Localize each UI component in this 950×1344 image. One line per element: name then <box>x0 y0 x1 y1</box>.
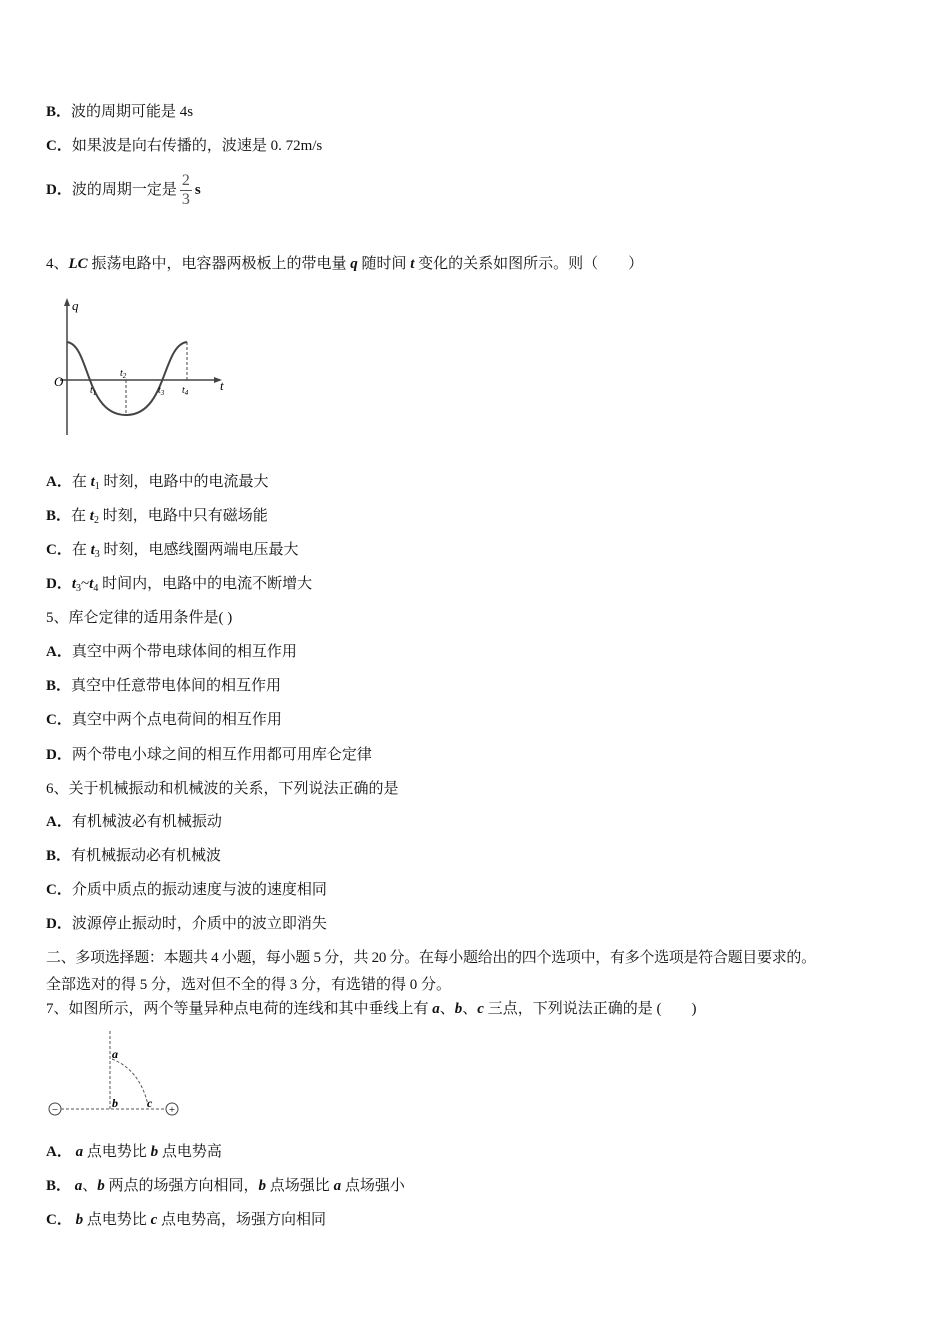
option-text: 介质中质点的振动速度与波的速度相同 <box>71 882 327 898</box>
option-text: 两个带电小球之间的相互作用都可用库仑定律 <box>71 747 372 763</box>
var: a <box>333 1178 342 1194</box>
option-label: C． <box>46 882 72 898</box>
option-label: D． <box>46 576 72 592</box>
q6-stem: 6、关于机械振动和机械波的关系，下列说法正确的是 <box>46 781 399 797</box>
option-label: C． <box>46 138 72 154</box>
var: b <box>454 1001 463 1017</box>
option-label: B． <box>46 848 72 864</box>
var: a <box>432 1001 440 1017</box>
q4-option-a <box>46 472 269 497</box>
var: b <box>97 1178 105 1194</box>
q4-option-d <box>46 574 312 599</box>
var: b <box>75 1212 84 1228</box>
q6-option-b <box>46 846 221 866</box>
q6-option-d <box>46 914 327 934</box>
q3-option-d <box>46 172 201 209</box>
option-text: 有机械波必有机械振动 <box>71 814 222 830</box>
text: 、 <box>439 1001 455 1017</box>
stem-text: 振荡电路中，电容器两极板上的带电量 <box>87 256 351 272</box>
q6-option-c <box>46 880 327 900</box>
q5-option-c <box>46 710 282 730</box>
positive-charge: + <box>168 1104 176 1116</box>
option-label: D． <box>46 916 72 932</box>
option-label: C． <box>46 1212 72 1228</box>
option-text: 真空中两个带电球体间的相互作用 <box>71 644 297 660</box>
option-label: C． <box>46 712 72 728</box>
text: 在 <box>71 542 91 558</box>
text: 两点的场强方向相同， <box>104 1178 259 1194</box>
unit: s <box>194 181 201 198</box>
var: c <box>150 1212 158 1228</box>
option-text: 真空中任意带电体间的相互作用 <box>71 678 282 694</box>
stem-text: 4、 <box>46 256 69 272</box>
q3-option-c <box>46 136 322 156</box>
stem-text: 7、如图所示，两个等量异种点电荷的连线和其中垂线上有 <box>46 1001 433 1017</box>
text: 时刻，电路中的电流最大 <box>99 474 269 490</box>
q5-option-b <box>46 676 281 696</box>
q7-stem <box>46 999 696 1019</box>
stem-text: 随时间 <box>357 256 411 272</box>
var: t <box>89 508 94 524</box>
q4-stem <box>46 254 643 274</box>
subscript: 4 <box>93 583 99 594</box>
var: t <box>90 542 95 558</box>
numerator: 2 <box>181 172 190 189</box>
q4-option-b <box>46 506 268 531</box>
text: 、 <box>462 1001 478 1017</box>
text: 点电势高 <box>158 1144 222 1160</box>
option-text: 波的周期一定是 <box>71 181 177 198</box>
option-text: 有机械振动必有机械波 <box>71 848 222 864</box>
text: 点电势高，场强方向相同 <box>157 1212 327 1228</box>
q-t-graph <box>40 290 240 440</box>
option-label: B． <box>46 1178 72 1194</box>
option-label: A． <box>46 1144 72 1160</box>
var: b <box>150 1144 159 1160</box>
var: a <box>74 1178 83 1194</box>
option-text: 波源停止振动时，介质中的波立即消失 <box>71 916 327 932</box>
text: 时间内，电路中的电流不断增大 <box>98 576 313 592</box>
q5-stem: 5、库仑定律的适用条件是( ) <box>46 610 233 626</box>
point-b-label: b <box>112 1096 118 1110</box>
var: t <box>90 474 95 490</box>
negative-charge: − <box>51 1104 59 1116</box>
denominator: 3 <box>181 191 190 208</box>
var: b <box>258 1178 267 1194</box>
fraction <box>180 172 192 209</box>
var: LC <box>68 256 88 272</box>
t1-label: $t_1$ <box>90 385 97 397</box>
option-label: A． <box>46 814 72 830</box>
text: 点场强小 <box>341 1178 405 1194</box>
q6-option-a <box>46 812 222 832</box>
option-label: A． <box>46 474 72 490</box>
text: 点电势比 <box>83 1212 151 1228</box>
text: 在 <box>71 474 91 490</box>
option-label: C． <box>46 542 72 558</box>
option-text: 真空中两个点电荷间的相互作用 <box>71 712 282 728</box>
subscript: 3 <box>76 583 82 594</box>
option-text: 如果波是向右传播的，波速是 0. 72m/s <box>71 138 323 154</box>
section-instructions: 全部选对的得 5 分，选对但不全的得 3 分，有选错的得 0 分。 <box>46 977 452 993</box>
stem-text: 变化的关系如图所示。则（ ） <box>414 256 644 272</box>
q4-option-c <box>46 540 299 565</box>
t4-label: $t_4$ <box>182 385 189 397</box>
q3-option-b <box>46 102 193 122</box>
option-label: B． <box>46 678 72 694</box>
point-a-label: a <box>112 1047 118 1061</box>
option-text: 波的周期可能是 4s <box>71 104 194 120</box>
subscript: 3 <box>94 549 100 560</box>
text: 点场强比 <box>266 1178 334 1194</box>
var: t <box>410 256 415 272</box>
subscript: 1 <box>94 481 100 492</box>
text: 时刻，电感线圈两端电压最大 <box>99 542 299 558</box>
point-c-label: c <box>147 1096 153 1110</box>
option-label: B． <box>46 104 72 120</box>
stem-text: 三点，下列说法正确的是 ( ) <box>483 1001 697 1017</box>
text: 、 <box>82 1178 98 1194</box>
var: q <box>350 256 358 272</box>
option-label: A． <box>46 644 72 660</box>
x-axis-label: t <box>220 378 224 393</box>
option-label: D． <box>46 181 72 198</box>
subscript: 2 <box>93 515 99 526</box>
var: t <box>89 576 94 592</box>
var: a <box>75 1144 84 1160</box>
charge-diagram <box>40 1025 200 1125</box>
t2-label: $t_2$ <box>120 368 127 380</box>
text: 在 <box>71 508 90 524</box>
q5-option-d <box>46 745 372 765</box>
option-label: D． <box>46 747 72 763</box>
q5-option-a <box>46 642 297 662</box>
origin-label: O <box>54 374 64 389</box>
t3-label: $t_3$ <box>158 385 165 397</box>
text: ~ <box>81 576 90 592</box>
option-label: B． <box>46 508 72 524</box>
var: t <box>71 576 77 592</box>
q7-option-b <box>46 1176 405 1196</box>
text: 点电势比 <box>83 1144 151 1160</box>
y-axis-label: q <box>72 298 79 313</box>
var: c <box>477 1001 484 1017</box>
q7-option-a <box>46 1142 222 1162</box>
section-heading: 二、多项选择题：本题共 4 小题，每小题 5 分，共 20 分。在每小题给出的四个选项中，有多个选项是符合题目要求的。 <box>46 950 816 966</box>
text: 时刻，电路中只有磁场能 <box>98 508 268 524</box>
q7-option-c <box>46 1210 326 1230</box>
